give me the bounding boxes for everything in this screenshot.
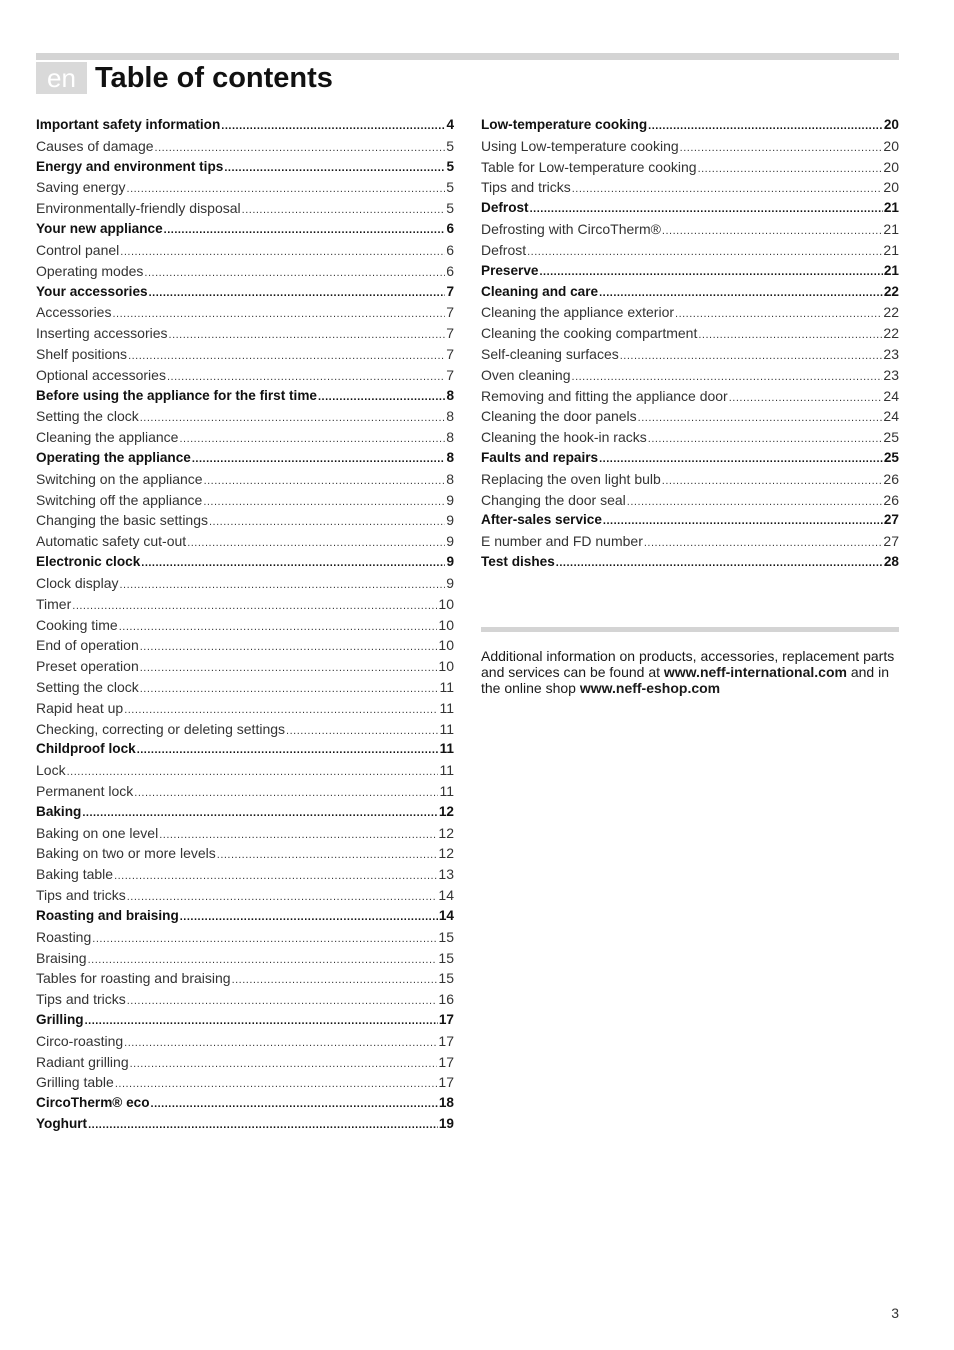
toc-entry-title: Defrosting with CircoTherm® — [481, 221, 661, 238]
toc-entry-page: 9 — [446, 554, 454, 570]
toc-entry-page: 18 — [438, 1095, 454, 1111]
toc-dot-leader — [88, 950, 438, 969]
toc-section-entry[interactable] — [36, 843, 454, 864]
toc-entry-page: 10 — [438, 658, 454, 675]
toc-section-entry[interactable] — [36, 1072, 454, 1093]
toc-entry-page: 11 — [439, 699, 454, 716]
toc-dot-leader — [151, 1094, 438, 1114]
toc-section-entry[interactable] — [481, 157, 899, 178]
toc-section-entry[interactable] — [481, 323, 899, 344]
toc-section-entry[interactable] — [36, 427, 454, 448]
toc-dot-leader — [620, 346, 883, 365]
toc-entry-title: Clock display — [36, 574, 119, 591]
toc-dot-leader — [627, 492, 883, 511]
toc-entry-page: 9 — [446, 491, 454, 508]
toc-entry-title: Control panel — [36, 241, 120, 258]
toc-entry-title: Preset operation — [36, 658, 139, 675]
toc-chapter-entry[interactable] — [36, 739, 454, 760]
toc-dot-leader — [599, 449, 883, 469]
toc-dot-leader — [159, 825, 437, 844]
toc-section-entry[interactable] — [481, 469, 899, 490]
toc-dot-leader — [92, 929, 437, 948]
toc-chapter-entry[interactable] — [481, 448, 899, 469]
toc-entry-page: 22 — [883, 325, 899, 342]
toc-entry-page: 14 — [438, 907, 454, 923]
toc-entry-title: Yoghurt — [36, 1116, 88, 1131]
toc-entry-title: Tips and tricks — [36, 991, 126, 1008]
toc-entry-title: Switching on the appliance — [36, 470, 203, 487]
toc-entry-title: Setting the clock — [36, 678, 139, 695]
toc-entry-page: 7 — [446, 304, 454, 321]
toc-entry-page: 12 — [438, 803, 454, 819]
toc-entry-title: Tips and tricks — [36, 887, 126, 904]
toc-dot-leader — [179, 429, 445, 448]
toc-dot-leader — [124, 1033, 437, 1052]
toc-entry-page: 10 — [438, 637, 454, 654]
toc-dot-leader — [648, 429, 883, 448]
toc-section-entry[interactable] — [36, 261, 454, 282]
toc-entry-title: Test dishes — [481, 554, 555, 570]
toc-chapter-entry[interactable] — [36, 906, 454, 927]
toc-entry-title: Grilling table — [36, 1074, 114, 1091]
toc-entry-title: Important safety information — [36, 117, 221, 132]
toc-section-entry[interactable] — [36, 531, 454, 552]
toc-entry-page: 17 — [438, 1074, 454, 1091]
toc-entry-page: 11 — [439, 762, 454, 779]
toc-section-entry[interactable] — [36, 677, 454, 698]
toc-section-entry[interactable] — [481, 177, 899, 198]
toc-entry-title: Defrost — [481, 200, 529, 216]
toc-chapter-entry[interactable] — [481, 115, 899, 136]
page-title: Table of contents — [95, 62, 333, 94]
toc-entry-page: 10 — [438, 616, 454, 633]
toc-entry-title: Braising — [36, 949, 87, 966]
toc-dot-leader — [217, 845, 438, 864]
toc-entry-page: 17 — [438, 1053, 454, 1070]
toc-entry-page: 5 — [446, 137, 454, 154]
toc-dot-leader — [124, 700, 438, 719]
toc-chapter-entry[interactable] — [36, 282, 454, 303]
toc-entry-page: 20 — [883, 158, 899, 175]
toc-section-entry[interactable] — [481, 302, 899, 323]
toc-entry-page: 27 — [883, 512, 899, 528]
toc-entry-page: 25 — [883, 450, 899, 465]
toc-entry-page: 23 — [883, 345, 899, 362]
toc-entry-title: E number and FD number — [481, 533, 643, 550]
toc-entry-page: 28 — [883, 554, 899, 570]
toc-entry-title: Circo-roasting — [36, 1032, 124, 1049]
toc-dot-leader — [662, 471, 883, 490]
additional-info — [481, 648, 899, 696]
toc-entry-title: Cleaning the appliance — [36, 429, 179, 446]
toc-entry-title: End of operation — [36, 637, 139, 654]
toc-entry-page: 11 — [439, 783, 454, 799]
toc-section-entry[interactable] — [36, 573, 454, 594]
toc-entry-title: Grilling — [36, 1011, 84, 1027]
toc-dot-leader — [187, 533, 445, 552]
toc-section-entry[interactable] — [36, 719, 454, 740]
toc-entry-title: Childproof lock — [36, 741, 136, 757]
toc-entry-title: Tables for roasting and braising — [36, 970, 231, 987]
toc-entry-page: 24 — [883, 387, 899, 404]
toc-entry-page: 4 — [446, 117, 454, 132]
toc-entry-title: Baking table — [36, 866, 114, 883]
toc-dot-leader — [680, 138, 883, 157]
toc-chapter-entry[interactable] — [36, 219, 454, 240]
info-link-eshop[interactable]: www.neff-eshop.com — [579, 680, 721, 696]
toc-dot-leader — [140, 408, 445, 427]
toc-chapter-entry[interactable] — [36, 448, 454, 469]
toc-entry-title: Electronic clock — [36, 554, 141, 570]
toc-entry-page: 17 — [438, 1032, 454, 1049]
toc-entry-page: 8 — [446, 470, 454, 487]
toc-dot-leader — [527, 242, 882, 261]
toc-entry-title: Cooking time — [36, 616, 118, 633]
toc-dot-leader — [530, 199, 883, 219]
toc-entry-title: Cleaning and care — [481, 283, 599, 299]
toc-entry-title: Timer — [36, 595, 72, 612]
toc-entry-title: Saving energy — [36, 179, 126, 196]
toc-dot-leader — [85, 1011, 438, 1031]
toc-entry-title: Faults and repairs — [481, 450, 599, 465]
toc-section-entry[interactable] — [36, 989, 454, 1010]
toc-section-entry[interactable] — [36, 948, 454, 969]
toc-entry-page: 20 — [883, 117, 899, 132]
toc-entry-title: Cleaning the door panels — [481, 408, 637, 425]
toc-section-entry[interactable] — [36, 490, 454, 511]
toc-dot-leader — [599, 283, 883, 303]
toc-dot-leader — [114, 866, 437, 885]
toc-entry-title: Preserve — [481, 262, 539, 278]
toc-entry-title: Cleaning the cooking compartment — [481, 325, 698, 342]
toc-dot-leader — [242, 200, 446, 219]
toc-entry-page: 16 — [438, 991, 454, 1008]
toc-dot-leader — [167, 367, 445, 386]
toc-entry-page: 17 — [438, 1011, 454, 1027]
toc-entry-title: Baking on two or more levels — [36, 845, 216, 862]
toc-entry-page: 22 — [883, 304, 899, 321]
toc-dot-leader — [203, 492, 445, 511]
toc-section-entry[interactable] — [481, 531, 899, 552]
toc-entry-page: 13 — [438, 866, 454, 883]
toc-dot-leader — [137, 740, 439, 760]
toc-entry-title: Setting the clock — [36, 408, 139, 425]
toc-entry-title: After-sales service — [481, 512, 602, 528]
toc-section-entry[interactable] — [36, 864, 454, 885]
toc-entry-title: Using Low-temperature cooking — [481, 137, 679, 154]
toc-entry-page: 15 — [438, 928, 454, 945]
toc-entry-title: Low-temperature cooking — [481, 117, 648, 132]
toc-dot-leader — [318, 387, 445, 407]
toc-dot-leader — [286, 721, 438, 740]
toc-dot-leader — [232, 970, 438, 989]
toc-dot-leader — [698, 325, 882, 344]
toc-entry-page: 12 — [438, 824, 454, 841]
toc-entry-page: 5 — [446, 158, 454, 174]
toc-chapter-entry[interactable] — [36, 552, 454, 573]
toc-entry-title: Energy and environment tips — [36, 158, 224, 174]
toc-entry-title: Cleaning the appliance exterior — [481, 304, 675, 321]
toc-entry-page: 21 — [883, 262, 899, 278]
toc-entry-page: 24 — [883, 408, 899, 425]
toc-entry-title: Self-cleaning surfaces — [481, 345, 619, 362]
toc-chapter-entry[interactable] — [481, 261, 899, 282]
toc-entry-page: 8 — [446, 387, 454, 403]
info-text-1: Additional information on products, accessories, replacement parts and services can be found at — [481, 648, 895, 680]
toc-dot-leader — [140, 679, 439, 698]
toc-entry-title: Radiant grilling — [36, 1053, 129, 1070]
toc-entry-page: 20 — [883, 137, 899, 154]
toc-section-entry[interactable] — [36, 1052, 454, 1073]
toc-chapter-entry[interactable] — [36, 115, 454, 136]
toc-section-entry[interactable] — [36, 594, 454, 615]
toc-entry-page: 9 — [446, 512, 454, 529]
toc-entry-page: 6 — [446, 241, 454, 258]
toc-entry-page: 10 — [438, 595, 454, 612]
toc-entry-page: 11 — [439, 741, 454, 757]
toc-section-entry[interactable] — [36, 323, 454, 344]
toc-entry-title: Before using the appliance for the first time — [36, 387, 317, 403]
toc-entry-title: CircoTherm® eco — [36, 1095, 150, 1111]
info-link-international[interactable]: www.neff-international.com — [663, 664, 847, 680]
toc-section-entry[interactable] — [36, 698, 454, 719]
toc-entry-page: 8 — [446, 408, 454, 425]
toc-entry-page: 5 — [446, 179, 454, 196]
toc-entry-title: Roasting and braising — [36, 907, 179, 923]
toc-entry-page: 9 — [446, 574, 454, 591]
toc-section-entry[interactable] — [481, 219, 899, 240]
toc-entry-page: 6 — [446, 262, 454, 279]
toc-entry-page: 7 — [446, 345, 454, 362]
toc-entry-title: Switching off the appliance — [36, 491, 203, 508]
toc-entry-title: Changing the basic settings — [36, 512, 208, 529]
toc-chapter-entry[interactable] — [481, 198, 899, 219]
toc-dot-leader — [662, 221, 883, 240]
toc-dot-leader — [648, 116, 883, 136]
toc-dot-leader — [698, 159, 883, 178]
toc-entry-title: Baking on one level — [36, 824, 159, 841]
toc-entry-title: Environmentally-friendly disposal — [36, 200, 241, 217]
toc-dot-leader — [149, 283, 446, 303]
toc-entry-title: Oven cleaning — [481, 366, 571, 383]
toc-entry-page: 8 — [446, 429, 454, 446]
toc-entry-page: 11 — [439, 678, 454, 695]
toc-entry-title: Causes of damage — [36, 137, 154, 154]
toc-dot-leader — [119, 617, 438, 636]
toc-section-entry[interactable] — [36, 615, 454, 636]
toc-chapter-entry[interactable] — [36, 386, 454, 407]
toc-left-column — [36, 115, 454, 1135]
toc-chapter-entry[interactable] — [36, 1010, 454, 1031]
toc-entry-page: 26 — [883, 491, 899, 508]
toc-chapter-entry[interactable] — [481, 282, 899, 303]
toc-section-entry[interactable] — [36, 136, 454, 157]
toc-entry-page: 14 — [438, 887, 454, 904]
toc-entry-title: Operating modes — [36, 262, 144, 279]
toc-dot-leader — [638, 408, 883, 427]
toc-dot-leader — [644, 533, 883, 552]
toc-dot-leader — [572, 367, 883, 386]
toc-section-entry[interactable] — [36, 406, 454, 427]
toc-section-entry[interactable] — [481, 240, 899, 261]
toc-entry-title: Defrost — [481, 241, 527, 258]
toc-entry-title: Accessories — [36, 304, 112, 321]
toc-entry-page: 7 — [446, 366, 454, 383]
toc-entry-page: 21 — [883, 200, 899, 216]
toc-entry-page: 19 — [438, 1116, 454, 1131]
toc-dot-leader — [180, 907, 438, 927]
page-number: 3 — [891, 1305, 899, 1321]
toc-dot-leader — [221, 116, 445, 136]
toc-dot-leader — [204, 471, 446, 490]
toc-dot-leader — [134, 783, 438, 802]
toc-section-entry[interactable] — [481, 344, 899, 365]
toc-entry-page: 7 — [446, 283, 454, 299]
toc-dot-leader — [127, 887, 438, 906]
toc-entry-title: Cleaning the hook-in racks — [481, 429, 647, 446]
toc-entry-title: Inserting accessories — [36, 325, 168, 342]
toc-entry-page: 26 — [883, 470, 899, 487]
info-divider — [481, 627, 899, 632]
toc-entry-title: Permanent lock — [36, 783, 134, 799]
toc-dot-leader — [572, 179, 883, 198]
toc-entry-title: Automatic safety cut-out — [36, 533, 187, 550]
toc-entry-page: 20 — [883, 179, 899, 196]
toc-dot-leader — [209, 512, 445, 531]
toc-entry-page: 6 — [446, 221, 454, 237]
toc-entry-page: 23 — [883, 366, 899, 383]
toc-dot-leader — [675, 304, 882, 323]
toc-entry-title: Roasting — [36, 928, 92, 945]
toc-entry-page: 21 — [883, 221, 899, 238]
toc-dot-leader — [115, 1074, 438, 1093]
toc-section-entry[interactable] — [481, 386, 899, 407]
toc-dot-leader — [127, 991, 438, 1010]
toc-section-entry[interactable] — [481, 406, 899, 427]
toc-section-entry[interactable] — [36, 656, 454, 677]
toc-dot-leader — [127, 179, 446, 198]
info-text-2: and in the online shop — [481, 664, 889, 696]
toc-section-entry[interactable] — [36, 302, 454, 323]
toc-section-entry[interactable] — [36, 968, 454, 989]
toc-entry-page: 9 — [446, 533, 454, 550]
toc-section-entry[interactable] — [36, 469, 454, 490]
toc-chapter-entry[interactable] — [36, 157, 454, 178]
language-badge: en — [36, 62, 87, 94]
toc-dot-leader — [140, 658, 438, 677]
toc-entry-page: 5 — [446, 200, 454, 217]
toc-chapter-entry[interactable] — [36, 1114, 454, 1135]
toc-chapter-entry[interactable] — [481, 510, 899, 531]
toc-dot-leader — [164, 220, 446, 240]
toc-section-entry[interactable] — [481, 427, 899, 448]
toc-entry-page: 22 — [883, 283, 899, 299]
toc-entry-page: 21 — [883, 241, 899, 258]
toc-entry-title: Operating the appliance — [36, 450, 191, 465]
toc-dot-leader — [192, 449, 446, 469]
toc-section-entry[interactable] — [36, 823, 454, 844]
toc-dot-leader — [140, 637, 438, 656]
toc-entry-title: Rapid heat up — [36, 699, 124, 716]
toc-entry-title: Checking, correcting or deleting settings — [36, 720, 286, 737]
toc-entry-title: Shelf positions — [36, 345, 128, 362]
toc-dot-leader — [67, 762, 439, 781]
toc-section-entry[interactable] — [36, 1031, 454, 1052]
toc-chapter-entry[interactable] — [481, 552, 899, 573]
toc-entry-title: Your accessories — [36, 283, 148, 299]
toc-dot-leader — [224, 158, 445, 178]
toc-section-entry[interactable] — [36, 198, 454, 219]
toc-entry-page: 11 — [439, 720, 454, 737]
toc-entry-title: Baking — [36, 803, 82, 819]
toc-dot-leader — [155, 138, 446, 157]
toc-dot-leader — [119, 575, 445, 594]
toc-entry-title: Replacing the oven light bulb — [481, 470, 661, 487]
toc-dot-leader — [82, 803, 438, 823]
toc-section-entry[interactable] — [36, 240, 454, 261]
toc-dot-leader — [556, 553, 883, 573]
toc-entry-page: 12 — [438, 845, 454, 862]
toc-chapter-entry[interactable] — [36, 1093, 454, 1114]
toc-dot-leader — [141, 553, 445, 573]
toc-dot-leader — [130, 1054, 438, 1073]
toc-entry-page: 7 — [446, 325, 454, 342]
toc-section-entry[interactable] — [36, 635, 454, 656]
toc-dot-leader — [603, 511, 883, 531]
toc-entry-page: 25 — [883, 429, 899, 446]
toc-section-entry[interactable] — [36, 510, 454, 531]
toc-section-entry[interactable] — [481, 490, 899, 511]
toc-section-entry[interactable] — [36, 927, 454, 948]
toc-section-entry[interactable] — [36, 177, 454, 198]
toc-entry-title: Optional accessories — [36, 366, 166, 383]
toc-entry-title: Tips and tricks — [481, 179, 571, 196]
toc-entry-title: Table for Low-temperature cooking — [481, 158, 697, 175]
toc-entry-page: 8 — [446, 450, 454, 465]
toc-section-entry[interactable] — [481, 136, 899, 157]
toc-right-column — [481, 115, 899, 573]
toc-entry-title: Changing the door seal — [481, 491, 626, 508]
toc-section-entry[interactable] — [36, 760, 454, 781]
toc-entry-title: Removing and fitting the appliance door — [481, 387, 728, 404]
toc-entry-page: 15 — [438, 970, 454, 987]
toc-section-entry[interactable] — [481, 365, 899, 386]
toc-dot-leader — [539, 262, 882, 282]
toc-dot-leader — [128, 346, 445, 365]
toc-dot-leader — [112, 304, 445, 323]
toc-entry-page: 15 — [438, 949, 454, 966]
toc-section-entry[interactable] — [36, 885, 454, 906]
toc-dot-leader — [120, 242, 445, 261]
toc-section-entry[interactable] — [36, 781, 454, 802]
toc-dot-leader — [72, 596, 437, 615]
toc-entry-title: Lock — [36, 762, 66, 779]
toc-section-entry[interactable] — [36, 365, 454, 386]
toc-chapter-entry[interactable] — [36, 802, 454, 823]
toc-dot-leader — [169, 325, 446, 344]
toc-section-entry[interactable] — [36, 344, 454, 365]
toc-dot-leader — [729, 388, 883, 407]
toc-entry-title: Your new appliance — [36, 221, 163, 237]
toc-dot-leader — [144, 263, 445, 282]
toc-entry-page: 27 — [883, 533, 899, 550]
toc-dot-leader — [88, 1115, 438, 1135]
